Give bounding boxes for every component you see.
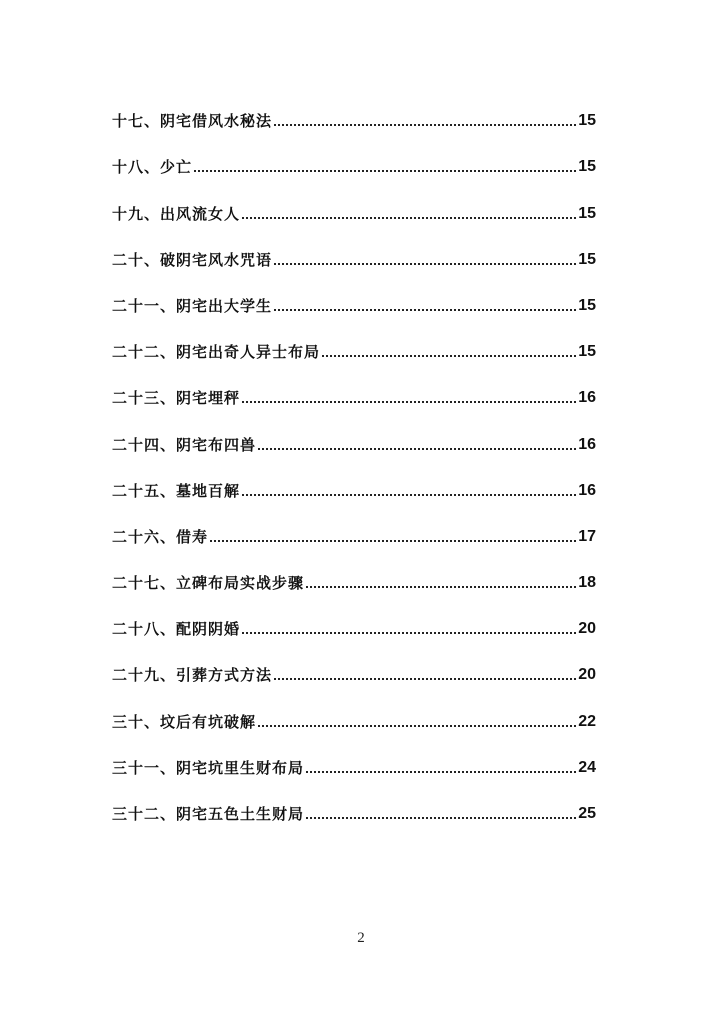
toc-entry-number: 二十二、 (112, 343, 177, 362)
toc-entry-title: 阴宅坑里生财布局 (176, 758, 305, 777)
toc-entry-page: 25 (578, 805, 596, 822)
toc-entry[interactable] (112, 429, 596, 475)
toc-entry-page: 15 (578, 250, 596, 268)
toc-entry-page: 15 (578, 158, 596, 176)
toc-entry-title: 阴宅五色土生财局 (176, 805, 305, 823)
toc-entry-number: 三十二、 (112, 805, 177, 823)
toc-dot-leader (274, 309, 576, 311)
toc-entry[interactable] (112, 753, 596, 799)
toc-entry-page: 18 (578, 574, 596, 592)
toc-entry-number: 二十八、 (112, 620, 177, 639)
toc-dot-leader (242, 401, 576, 403)
toc-entry-page: 16 (578, 389, 596, 407)
toc-entry[interactable] (112, 198, 596, 244)
toc-entry-number: 十八、 (112, 158, 161, 177)
toc-entry-page: 15 (578, 204, 596, 222)
toc-entry-page: 17 (578, 527, 596, 545)
toc-entry-number: 二十四、 (112, 435, 177, 454)
toc-entry-title: 阴宅出大学生 (176, 296, 273, 315)
toc-entry-page: 15 (578, 296, 596, 314)
toc-entry[interactable] (112, 660, 596, 706)
toc-entry-title: 少亡 (160, 158, 193, 177)
toc-entry-page: 15 (578, 343, 596, 361)
toc-entry[interactable] (112, 383, 596, 429)
toc-entry-page: 15 (578, 112, 596, 130)
table-of-contents (112, 106, 596, 845)
toc-entry-page: 22 (578, 712, 596, 730)
toc-entry-number: 二十、 (112, 250, 161, 269)
toc-entry-number: 二十五、 (112, 481, 177, 500)
toc-dot-leader (322, 355, 576, 357)
toc-dot-leader (306, 586, 576, 588)
toc-entry-title: 出风流女人 (160, 204, 241, 223)
toc-dot-leader (274, 263, 576, 265)
toc-entry-title: 借寿 (176, 527, 209, 546)
toc-entry-page: 24 (578, 758, 596, 776)
toc-dot-leader (258, 725, 576, 727)
toc-dot-leader (306, 817, 576, 819)
toc-entry-number: 二十九、 (112, 666, 177, 685)
toc-entry-number: 二十六、 (112, 527, 177, 546)
toc-dot-leader (306, 771, 576, 773)
toc-entry-number: 二十一、 (112, 296, 177, 315)
toc-entry-number: 二十三、 (112, 389, 177, 408)
toc-dot-leader (258, 448, 576, 450)
toc-entry[interactable] (112, 106, 596, 152)
page-number: 2 (357, 930, 365, 946)
toc-entry[interactable] (112, 614, 596, 660)
toc-dot-leader (242, 217, 576, 219)
toc-entry-title: 阴宅借风水秘法 (160, 112, 273, 131)
toc-entry-page: 20 (578, 620, 596, 638)
toc-entry-title: 坟后有坑破解 (160, 712, 257, 731)
toc-entry-number: 三十、 (112, 712, 161, 731)
toc-entry-title: 阴宅布四兽 (176, 435, 257, 454)
toc-entry[interactable] (112, 291, 596, 337)
toc-entry[interactable] (112, 152, 596, 198)
toc-entry[interactable] (112, 568, 596, 614)
toc-entry-page: 16 (578, 481, 596, 499)
toc-entry-title: 破阴宅风水咒语 (160, 250, 273, 269)
toc-dot-leader (274, 124, 576, 126)
toc-entry-title: 引葬方式方法 (176, 666, 273, 685)
toc-entry[interactable] (112, 476, 596, 522)
toc-dot-leader (210, 540, 576, 542)
toc-entry-title: 阴宅埋秤 (176, 389, 241, 408)
toc-entry[interactable] (112, 337, 596, 383)
toc-entry[interactable] (112, 706, 596, 752)
toc-entry-number: 三十一、 (112, 758, 177, 777)
toc-entry[interactable] (112, 799, 596, 845)
toc-entry-title: 阴宅出奇人异士布局 (176, 343, 321, 362)
toc-dot-leader (194, 170, 576, 172)
toc-dot-leader (242, 494, 576, 496)
toc-entry-page: 16 (578, 435, 596, 453)
toc-entry[interactable] (112, 245, 596, 291)
toc-dot-leader (242, 632, 576, 634)
toc-entry-number: 十七、 (112, 112, 161, 131)
toc-entry-page: 20 (578, 666, 596, 684)
toc-entry-title: 立碑布局实战步骤 (176, 574, 305, 593)
toc-entry-number: 十九、 (112, 204, 161, 223)
toc-entry-number: 二十七、 (112, 574, 177, 593)
toc-entry-title: 配阴阴婚 (176, 620, 241, 639)
toc-dot-leader (274, 678, 576, 680)
toc-entry[interactable] (112, 522, 596, 568)
toc-entry-title: 墓地百解 (176, 481, 241, 500)
